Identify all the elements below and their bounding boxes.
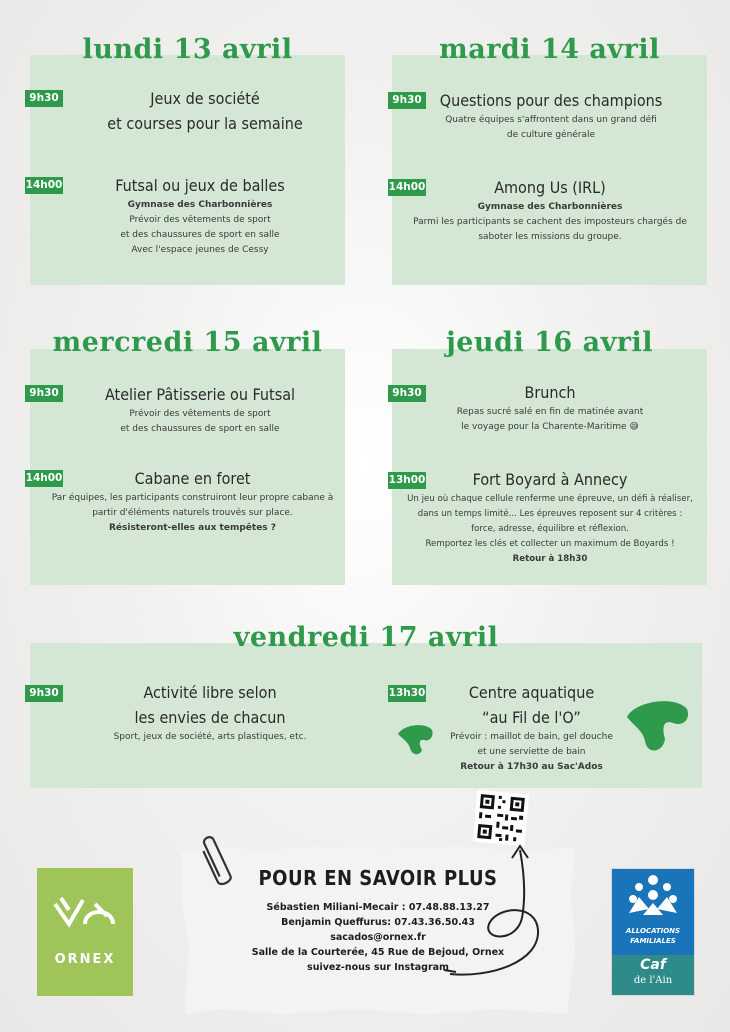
- event-desc: et une serviette de bain: [477, 747, 586, 757]
- families-icon: [625, 873, 681, 919]
- event-time: 9h30: [25, 685, 63, 702]
- event-title: les envies de chacun: [134, 708, 286, 727]
- event-mardi-2: [400, 175, 700, 245]
- event-lundi-1: [80, 86, 330, 136]
- info-title: POUR EN SAVOIR PLUS: [258, 866, 498, 890]
- day-title-vendredi: vendredi 17 avril: [233, 622, 499, 653]
- event-title: Centre aquatique: [468, 683, 595, 702]
- event-title: Cabane en foret: [134, 469, 251, 488]
- event-title: Questions pour des champions: [439, 91, 663, 110]
- event-vendredi-2: [430, 680, 633, 775]
- day-title-mardi: mardi 14 avril: [439, 34, 660, 65]
- day-title-jeudi: jeudi 16 avril: [445, 327, 653, 358]
- address-line: Salle de la Courterée, 45 Rue de Bejoud, Ornex: [251, 947, 505, 958]
- caf-logo: [611, 868, 695, 996]
- event-time: 13h30: [388, 685, 426, 702]
- event-desc: Remportez les clés et collecter un maximum de Boyards !: [425, 539, 675, 549]
- ornex-mark-icon: [51, 890, 119, 942]
- day-title-mercredi: mercredi 15 avril: [52, 327, 323, 358]
- event-time: 14h00: [388, 179, 426, 196]
- event-time: 9h30: [388, 92, 426, 109]
- event-desc: Avec l'espace jeunes de Cessy: [131, 245, 269, 255]
- water-drop-icon: [396, 720, 436, 760]
- event-time: 14h00: [25, 470, 63, 487]
- caf-line: ALLOCATIONS: [625, 927, 681, 935]
- event-desc: de culture générale: [506, 130, 596, 140]
- event-desc: dans un temps limité... Les épreuves reposent sur 4 critères :: [417, 509, 683, 519]
- event-desc: Prévoir des vêtements de sport: [129, 215, 271, 225]
- event-desc: Prévoir : maillot de bain, gel douche: [450, 732, 613, 742]
- event-lundi-2: [70, 173, 330, 258]
- event-title: Brunch: [524, 383, 576, 402]
- event-desc: partir d'éléments naturels trouvés sur place.: [92, 508, 293, 518]
- event-time: 14h00: [25, 177, 63, 194]
- day-title-lundi: lundi 13 avril: [82, 34, 293, 65]
- event-desc: Sport, jeux de société, arts plastiques, etc.: [113, 732, 307, 742]
- caf-line: de l'Ain: [633, 975, 673, 986]
- caf-logo-bottom: [612, 955, 694, 995]
- event-time: 9h30: [25, 385, 63, 402]
- water-drop-icon: [625, 695, 690, 760]
- caf-line: Caf: [640, 957, 666, 973]
- event-desc: Quatre équipes s'affrontent dans un grand défi: [445, 115, 657, 125]
- event-desc: Par équipes, les participants construiront leur propre cabane à: [51, 493, 334, 503]
- event-mercredi-1: [70, 382, 330, 437]
- event-title: Among Us (IRL): [494, 178, 606, 197]
- arrow-icon: [420, 840, 550, 980]
- ornex-logo: [37, 868, 133, 996]
- event-note: Retour à 18h30: [512, 554, 588, 564]
- event-note: Résisteront-elles aux tempêtes ?: [108, 523, 277, 533]
- event-location: Gymnase des Charbonnières: [477, 202, 623, 212]
- event-time: 9h30: [25, 90, 63, 107]
- caf-line: FAMILIALES: [630, 937, 676, 945]
- event-title: et courses pour la semaine: [107, 114, 303, 133]
- caf-logo-top: [612, 869, 694, 955]
- event-desc: et des chaussures de sport en salle: [120, 230, 280, 240]
- email-link[interactable]: sacados@ornex.fr: [330, 932, 426, 943]
- ornex-logo-text: ORNEX: [54, 952, 116, 967]
- event-mardi-1: [430, 88, 672, 143]
- qr-code[interactable]: [473, 790, 529, 846]
- event-title: Activité libre selon: [143, 683, 277, 702]
- event-time: 9h30: [388, 385, 426, 402]
- contact-line: Sébastien Miliani-Mecair : 07.48.88.13.27: [266, 902, 490, 913]
- event-location: Gymnase des Charbonnières: [127, 200, 273, 210]
- event-note: Retour à 17h30 au Sac'Ados: [460, 762, 603, 772]
- event-mercredi-2: [40, 466, 345, 536]
- event-vendredi-1: [75, 680, 345, 745]
- event-desc: saboter les missions du groupe.: [478, 232, 622, 242]
- event-title: “au Fil de l'O”: [482, 708, 581, 727]
- event-desc: Repas sucré salé en fin de matinée avant: [456, 407, 644, 417]
- event-jeudi-2: [394, 467, 706, 567]
- event-desc: force, adresse, équilibre et réflexion.: [471, 524, 629, 534]
- event-title: Atelier Pâtisserie ou Futsal: [104, 385, 296, 404]
- instagram-link[interactable]: suivez-nous sur Instagram: [307, 962, 449, 973]
- event-desc: Parmi les participants se cachent des imposteurs chargés de: [413, 217, 687, 227]
- event-desc: Un jeu où chaque cellule renferme une épreuve, un défi à réaliser,: [407, 494, 693, 504]
- event-time: 13h00: [388, 472, 426, 489]
- event-desc: Prévoir des vêtements de sport: [129, 409, 271, 419]
- event-title: Fort Boyard à Annecy: [472, 470, 628, 489]
- event-jeudi-1: [420, 380, 680, 435]
- event-desc: le voyage pour la Charente-Maritime 😅: [461, 422, 639, 432]
- event-title: Futsal ou jeux de balles: [115, 176, 285, 195]
- contact-line: Benjamin Queffurus: 07.43.36.50.43: [281, 917, 475, 928]
- event-desc: et des chaussures de sport en salle: [120, 424, 280, 434]
- event-title: Jeux de société: [150, 89, 260, 108]
